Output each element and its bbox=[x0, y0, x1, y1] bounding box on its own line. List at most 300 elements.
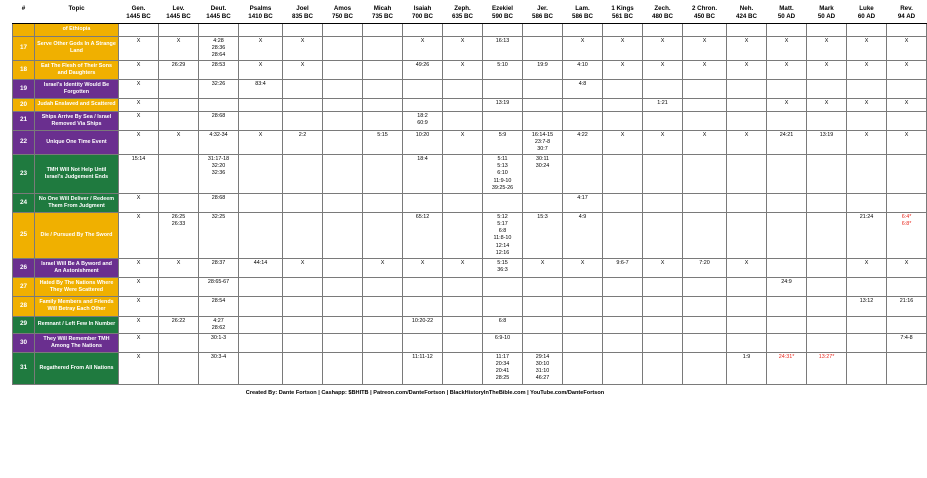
table-cell: X bbox=[727, 36, 767, 60]
table-cell bbox=[683, 353, 727, 385]
table-cell bbox=[807, 213, 847, 259]
table-row bbox=[13, 278, 927, 297]
header-col-5 bbox=[323, 4, 363, 24]
table-cell bbox=[683, 193, 727, 212]
table-cell bbox=[323, 278, 363, 297]
table-cell: 31:17-18 32:20 32:36 bbox=[199, 155, 239, 194]
row-topic: Hated By The Nations Where They Were Scattered bbox=[35, 278, 119, 297]
table-cell bbox=[323, 36, 363, 60]
table-cell: 29:14 30:10 31:10 46:27 bbox=[523, 353, 563, 385]
table-cell: 28:54 bbox=[199, 297, 239, 316]
table-cell: X bbox=[119, 193, 159, 212]
header-col-10-name: Jer. bbox=[537, 5, 548, 12]
table-cell: X bbox=[523, 258, 563, 277]
header-col-16-date: 50 AD bbox=[777, 13, 796, 21]
row-number: 29 bbox=[13, 316, 35, 333]
table-cell: 7:20 bbox=[683, 258, 727, 277]
table-cell bbox=[363, 111, 403, 130]
table-cell: 6:4* 6:8* bbox=[887, 213, 927, 259]
table-cell bbox=[523, 24, 563, 36]
table-row bbox=[13, 36, 927, 60]
header-col-11-name: Lam. bbox=[575, 5, 590, 12]
table-cell bbox=[323, 297, 363, 316]
table-cell bbox=[847, 155, 887, 194]
header-col-19 bbox=[887, 4, 927, 24]
table-cell bbox=[283, 333, 323, 352]
table-cell bbox=[847, 353, 887, 385]
table-cell bbox=[443, 278, 483, 297]
table-cell: 28:68 bbox=[199, 111, 239, 130]
table-cell: 15:3 bbox=[523, 213, 563, 259]
header-col-2-date: 1445 BC bbox=[206, 13, 231, 21]
table-cell: X bbox=[119, 213, 159, 259]
table-cell bbox=[283, 316, 323, 333]
table-cell: X bbox=[643, 130, 683, 154]
table-cell bbox=[847, 316, 887, 333]
table-cell bbox=[887, 111, 927, 130]
table-cell: 32:25 bbox=[199, 213, 239, 259]
header-col-11 bbox=[563, 4, 603, 24]
table-cell: X bbox=[119, 130, 159, 154]
table-cell bbox=[523, 36, 563, 60]
table-cell: X bbox=[119, 278, 159, 297]
table-cell: 19:9 bbox=[523, 60, 563, 79]
table-cell: 30:3-4 bbox=[199, 353, 239, 385]
table-cell bbox=[323, 80, 363, 99]
table-cell bbox=[443, 80, 483, 99]
table-cell bbox=[807, 278, 847, 297]
table-cell: 18:4 bbox=[403, 155, 443, 194]
row-number: 22 bbox=[13, 130, 35, 154]
table-cell bbox=[159, 278, 199, 297]
table-cell: X bbox=[887, 99, 927, 111]
table-cell bbox=[563, 297, 603, 316]
table-cell: 24:31* bbox=[767, 353, 807, 385]
table-cell: 10:20-22 bbox=[403, 316, 443, 333]
table-cell: 5:11 5:13 6:10 11:9-10 39:25-26 bbox=[483, 155, 523, 194]
row-number: 30 bbox=[13, 333, 35, 352]
table-cell bbox=[767, 297, 807, 316]
table-cell bbox=[887, 24, 927, 36]
row-number: 27 bbox=[13, 278, 35, 297]
header-col-0 bbox=[119, 4, 159, 24]
table-cell: 5:10 bbox=[483, 60, 523, 79]
table-row bbox=[13, 111, 927, 130]
table-cell bbox=[443, 297, 483, 316]
table-cell: 15:14 bbox=[119, 155, 159, 194]
table-cell bbox=[443, 316, 483, 333]
row-topic: TMH Will Not Help Until Israel's Judgement Ends bbox=[35, 155, 119, 194]
table-cell: 2:2 bbox=[283, 130, 323, 154]
table-cell: X bbox=[847, 258, 887, 277]
header-col-15 bbox=[727, 4, 767, 24]
table-cell: X bbox=[403, 258, 443, 277]
header-col-6 bbox=[363, 4, 403, 24]
header-col-8 bbox=[443, 4, 483, 24]
table-cell: X bbox=[643, 60, 683, 79]
table-cell: X bbox=[239, 60, 283, 79]
header-col-7-date: 700 BC bbox=[412, 13, 433, 21]
table-cell bbox=[323, 258, 363, 277]
header-col-17-name: Mark bbox=[819, 5, 834, 12]
table-cell bbox=[323, 111, 363, 130]
table-cell bbox=[283, 155, 323, 194]
table-cell: X bbox=[119, 36, 159, 60]
table-cell bbox=[523, 278, 563, 297]
row-number: 23 bbox=[13, 155, 35, 194]
table-cell bbox=[563, 353, 603, 385]
row-number: 26 bbox=[13, 258, 35, 277]
row-number: 21 bbox=[13, 111, 35, 130]
table-cell: X bbox=[603, 36, 643, 60]
table-cell: X bbox=[887, 36, 927, 60]
table-cell bbox=[323, 353, 363, 385]
table-cell: X bbox=[283, 258, 323, 277]
table-cell: X bbox=[603, 60, 643, 79]
table-cell: 30:11 30:24 bbox=[523, 155, 563, 194]
table-cell: 4:9 bbox=[563, 213, 603, 259]
row-number bbox=[13, 24, 35, 36]
row-number: 28 bbox=[13, 297, 35, 316]
table-cell: X bbox=[887, 60, 927, 79]
header-col-18-name: Luke bbox=[859, 5, 874, 12]
table-cell: 21:24 bbox=[847, 213, 887, 259]
table-cell bbox=[887, 155, 927, 194]
table-cell bbox=[603, 24, 643, 36]
row-number: 31 bbox=[13, 353, 35, 385]
header-col-13-name: Zech. bbox=[654, 5, 671, 12]
header-col-18-date: 60 AD bbox=[857, 13, 876, 21]
table-cell bbox=[807, 333, 847, 352]
table-cell bbox=[363, 193, 403, 212]
table-cell: 16:13 bbox=[483, 36, 523, 60]
table-cell bbox=[523, 316, 563, 333]
table-cell bbox=[239, 316, 283, 333]
table-cell bbox=[323, 333, 363, 352]
table-cell bbox=[239, 24, 283, 36]
row-topic: Serve Other Gods In A Strange Land bbox=[35, 36, 119, 60]
table-cell: X bbox=[119, 111, 159, 130]
header-col-4-date: 835 BC bbox=[292, 13, 313, 21]
table-cell bbox=[727, 99, 767, 111]
table-cell bbox=[159, 24, 199, 36]
table-cell: X bbox=[443, 60, 483, 79]
table-cell bbox=[563, 278, 603, 297]
row-number: 17 bbox=[13, 36, 35, 60]
table-cell bbox=[563, 111, 603, 130]
table-cell: X bbox=[807, 99, 847, 111]
header-col-9-date: 590 BC bbox=[492, 13, 513, 21]
table-cell: 32:26 bbox=[199, 80, 239, 99]
row-topic: Israel's Identity Would Be Forgotten bbox=[35, 80, 119, 99]
table-cell: 5:15 36:3 bbox=[483, 258, 523, 277]
table-body bbox=[13, 24, 927, 384]
table-cell: 6:8 bbox=[483, 316, 523, 333]
table-cell bbox=[683, 333, 727, 352]
header-col-11-date: 586 BC bbox=[572, 13, 593, 21]
table-cell bbox=[643, 193, 683, 212]
table-cell bbox=[159, 111, 199, 130]
table-row bbox=[13, 60, 927, 79]
table-cell: 1:21 bbox=[643, 99, 683, 111]
table-cell: 13:19 bbox=[807, 130, 847, 154]
table-cell bbox=[443, 155, 483, 194]
table-cell bbox=[563, 99, 603, 111]
table-cell bbox=[683, 297, 727, 316]
row-topic: They Will Remember TMH Among The Nations bbox=[35, 333, 119, 352]
table-cell: X bbox=[403, 36, 443, 60]
table-cell bbox=[603, 297, 643, 316]
table-cell bbox=[443, 24, 483, 36]
table-cell: X bbox=[119, 297, 159, 316]
table-cell: 11:11-12 bbox=[403, 353, 443, 385]
table-cell bbox=[239, 99, 283, 111]
table-cell bbox=[807, 80, 847, 99]
table-cell: 24:9 bbox=[767, 278, 807, 297]
table-cell: 4:27 28:62 bbox=[199, 316, 239, 333]
table-cell bbox=[363, 297, 403, 316]
table-cell: X bbox=[603, 130, 643, 154]
table-cell: X bbox=[563, 36, 603, 60]
table-cell bbox=[807, 155, 847, 194]
table-cell bbox=[847, 24, 887, 36]
header-col-19-name: Rev. bbox=[900, 5, 913, 12]
table-cell bbox=[683, 99, 727, 111]
row-topic: Judah Enslaved and Scattered bbox=[35, 99, 119, 111]
table-row bbox=[13, 80, 927, 99]
header-col-3-name: Psalms bbox=[249, 5, 272, 12]
table-cell bbox=[283, 24, 323, 36]
table-cell: 16:14-15 23:7-8 30:7 bbox=[523, 130, 563, 154]
table-cell bbox=[847, 193, 887, 212]
table-cell bbox=[807, 316, 847, 333]
header-col-4 bbox=[283, 4, 323, 24]
table-cell: 4:22 bbox=[563, 130, 603, 154]
table-row bbox=[13, 353, 927, 385]
header-col-5-date: 750 BC bbox=[332, 13, 353, 21]
row-topic: Remnant / Left Few In Number bbox=[35, 316, 119, 333]
table-cell bbox=[727, 24, 767, 36]
table-cell bbox=[159, 155, 199, 194]
header-col-19-date: 94 AD bbox=[897, 13, 916, 21]
row-topic: No One Will Deliver / Redeem Them From Judgment bbox=[35, 193, 119, 212]
table-cell: 44:14 bbox=[239, 258, 283, 277]
table-cell bbox=[403, 24, 443, 36]
header-col-0-date: 1445 BC bbox=[126, 13, 151, 21]
table-cell: X bbox=[363, 258, 403, 277]
table-cell bbox=[483, 80, 523, 99]
row-topic: Regathered From All Nations bbox=[35, 353, 119, 385]
table-cell bbox=[643, 213, 683, 259]
table-cell bbox=[443, 213, 483, 259]
row-number: 19 bbox=[13, 80, 35, 99]
table-cell: X bbox=[767, 60, 807, 79]
row-topic: of Ethiopia bbox=[35, 24, 119, 36]
table-cell bbox=[403, 80, 443, 99]
header-col-7-name: Isaiah bbox=[413, 5, 432, 12]
table-cell: 13:19 bbox=[483, 99, 523, 111]
table-cell: 30:1-3 bbox=[199, 333, 239, 352]
prophecy-table bbox=[12, 4, 927, 385]
table-cell bbox=[363, 333, 403, 352]
credits-line: Created By: Dante Fortson | Cashapp: $BHITB | Patreon.com/DanteFortson | BlackHistoryInTheBible.com | YouTube.com/DanteFortson bbox=[245, 389, 605, 396]
table-cell: 28:53 bbox=[199, 60, 239, 79]
table-row bbox=[13, 316, 927, 333]
table-cell: X bbox=[159, 36, 199, 60]
table-cell bbox=[727, 278, 767, 297]
header-col-8-date: 635 BC bbox=[452, 13, 473, 21]
table-cell: 13:27* bbox=[807, 353, 847, 385]
table-cell bbox=[363, 213, 403, 259]
table-cell: 26:29 bbox=[159, 60, 199, 79]
table-cell: 28:65-67 bbox=[199, 278, 239, 297]
header-col-14-date: 450 BC bbox=[694, 13, 715, 21]
table-cell bbox=[643, 24, 683, 36]
table-cell bbox=[643, 333, 683, 352]
header-col-1-date: 1445 BC bbox=[166, 13, 191, 21]
header-col-1 bbox=[159, 4, 199, 24]
table-cell: X bbox=[119, 316, 159, 333]
table-cell: X bbox=[767, 99, 807, 111]
table-cell bbox=[887, 193, 927, 212]
table-cell bbox=[323, 316, 363, 333]
table-cell bbox=[603, 99, 643, 111]
table-cell bbox=[523, 80, 563, 99]
table-cell bbox=[403, 193, 443, 212]
table-cell bbox=[239, 333, 283, 352]
table-cell: X bbox=[847, 99, 887, 111]
table-cell bbox=[683, 278, 727, 297]
table-cell bbox=[603, 213, 643, 259]
table-row bbox=[13, 193, 927, 212]
table-row bbox=[13, 213, 927, 259]
table-row bbox=[13, 99, 927, 111]
table-cell bbox=[119, 24, 159, 36]
table-cell bbox=[887, 316, 927, 333]
table-cell bbox=[239, 353, 283, 385]
table-cell bbox=[283, 80, 323, 99]
table-cell: X bbox=[847, 36, 887, 60]
table-cell: X bbox=[847, 130, 887, 154]
header-col-8-name: Zeph. bbox=[454, 5, 471, 12]
table-cell bbox=[603, 353, 643, 385]
table-cell bbox=[283, 213, 323, 259]
header-hash: # bbox=[13, 4, 35, 24]
header-col-15-date: 424 BC bbox=[736, 13, 757, 21]
table-cell bbox=[643, 80, 683, 99]
table-cell bbox=[323, 24, 363, 36]
table-cell bbox=[443, 111, 483, 130]
table-cell: X bbox=[159, 258, 199, 277]
table-cell: 10:20 bbox=[403, 130, 443, 154]
table-cell bbox=[239, 111, 283, 130]
header-col-3 bbox=[239, 4, 283, 24]
table-cell: X bbox=[727, 60, 767, 79]
table-cell: 4:28 28:36 28:64 bbox=[199, 36, 239, 60]
table-cell: 83:4 bbox=[239, 80, 283, 99]
table-cell bbox=[887, 278, 927, 297]
table-cell: X bbox=[443, 130, 483, 154]
table-cell bbox=[283, 193, 323, 212]
table-cell bbox=[767, 24, 807, 36]
table-cell bbox=[847, 111, 887, 130]
table-cell bbox=[483, 297, 523, 316]
table-cell bbox=[239, 213, 283, 259]
table-cell: X bbox=[807, 36, 847, 60]
header-col-0-name: Gen. bbox=[131, 5, 146, 12]
header-col-16-name: Matt. bbox=[779, 5, 794, 12]
table-cell bbox=[363, 155, 403, 194]
header-col-6-name: Micah bbox=[373, 5, 392, 12]
table-cell bbox=[683, 111, 727, 130]
table-cell bbox=[159, 99, 199, 111]
table-cell: X bbox=[119, 60, 159, 79]
table-cell bbox=[643, 353, 683, 385]
table-cell: 28:68 bbox=[199, 193, 239, 212]
table-cell bbox=[643, 297, 683, 316]
header-col-17-date: 50 AD bbox=[817, 13, 836, 21]
table-cell: 5:15 bbox=[363, 130, 403, 154]
table-cell bbox=[323, 99, 363, 111]
table-cell bbox=[443, 99, 483, 111]
table-cell bbox=[887, 80, 927, 99]
table-cell: 26:25 26:33 bbox=[159, 213, 199, 259]
table-cell: 28:37 bbox=[199, 258, 239, 277]
header-col-17 bbox=[807, 4, 847, 24]
table-cell bbox=[403, 297, 443, 316]
table-cell bbox=[363, 278, 403, 297]
table-cell: X bbox=[239, 130, 283, 154]
table-cell bbox=[563, 316, 603, 333]
table-cell: 7:4-8 bbox=[887, 333, 927, 352]
table-cell: X bbox=[283, 36, 323, 60]
header-col-2-name: Deut. bbox=[210, 5, 227, 12]
table-cell bbox=[283, 353, 323, 385]
header-row bbox=[13, 4, 927, 24]
table-cell: 1:9 bbox=[727, 353, 767, 385]
table-cell: 26:22 bbox=[159, 316, 199, 333]
table-cell bbox=[523, 297, 563, 316]
table-cell: X bbox=[727, 130, 767, 154]
table-cell bbox=[847, 278, 887, 297]
table-cell bbox=[767, 80, 807, 99]
table-cell: X bbox=[727, 258, 767, 277]
table-cell bbox=[483, 111, 523, 130]
table-cell bbox=[159, 333, 199, 352]
table-cell bbox=[727, 297, 767, 316]
table-cell: 4:17 bbox=[563, 193, 603, 212]
table-cell: 4:10 bbox=[563, 60, 603, 79]
table-cell: X bbox=[443, 36, 483, 60]
table-cell: X bbox=[847, 60, 887, 79]
table-cell bbox=[767, 333, 807, 352]
table-cell bbox=[603, 80, 643, 99]
table-cell bbox=[563, 24, 603, 36]
table-cell: X bbox=[119, 80, 159, 99]
table-cell bbox=[283, 297, 323, 316]
table-cell bbox=[239, 193, 283, 212]
table-cell bbox=[159, 193, 199, 212]
header-col-3-date: 1410 BC bbox=[248, 13, 273, 21]
table-cell: X bbox=[887, 130, 927, 154]
table-row bbox=[13, 258, 927, 277]
row-number: 20 bbox=[13, 99, 35, 111]
table-cell: 49:26 bbox=[403, 60, 443, 79]
row-topic: Unique One Time Event bbox=[35, 130, 119, 154]
table-cell bbox=[767, 111, 807, 130]
header-col-13-date: 480 BC bbox=[652, 13, 673, 21]
table-cell bbox=[643, 155, 683, 194]
